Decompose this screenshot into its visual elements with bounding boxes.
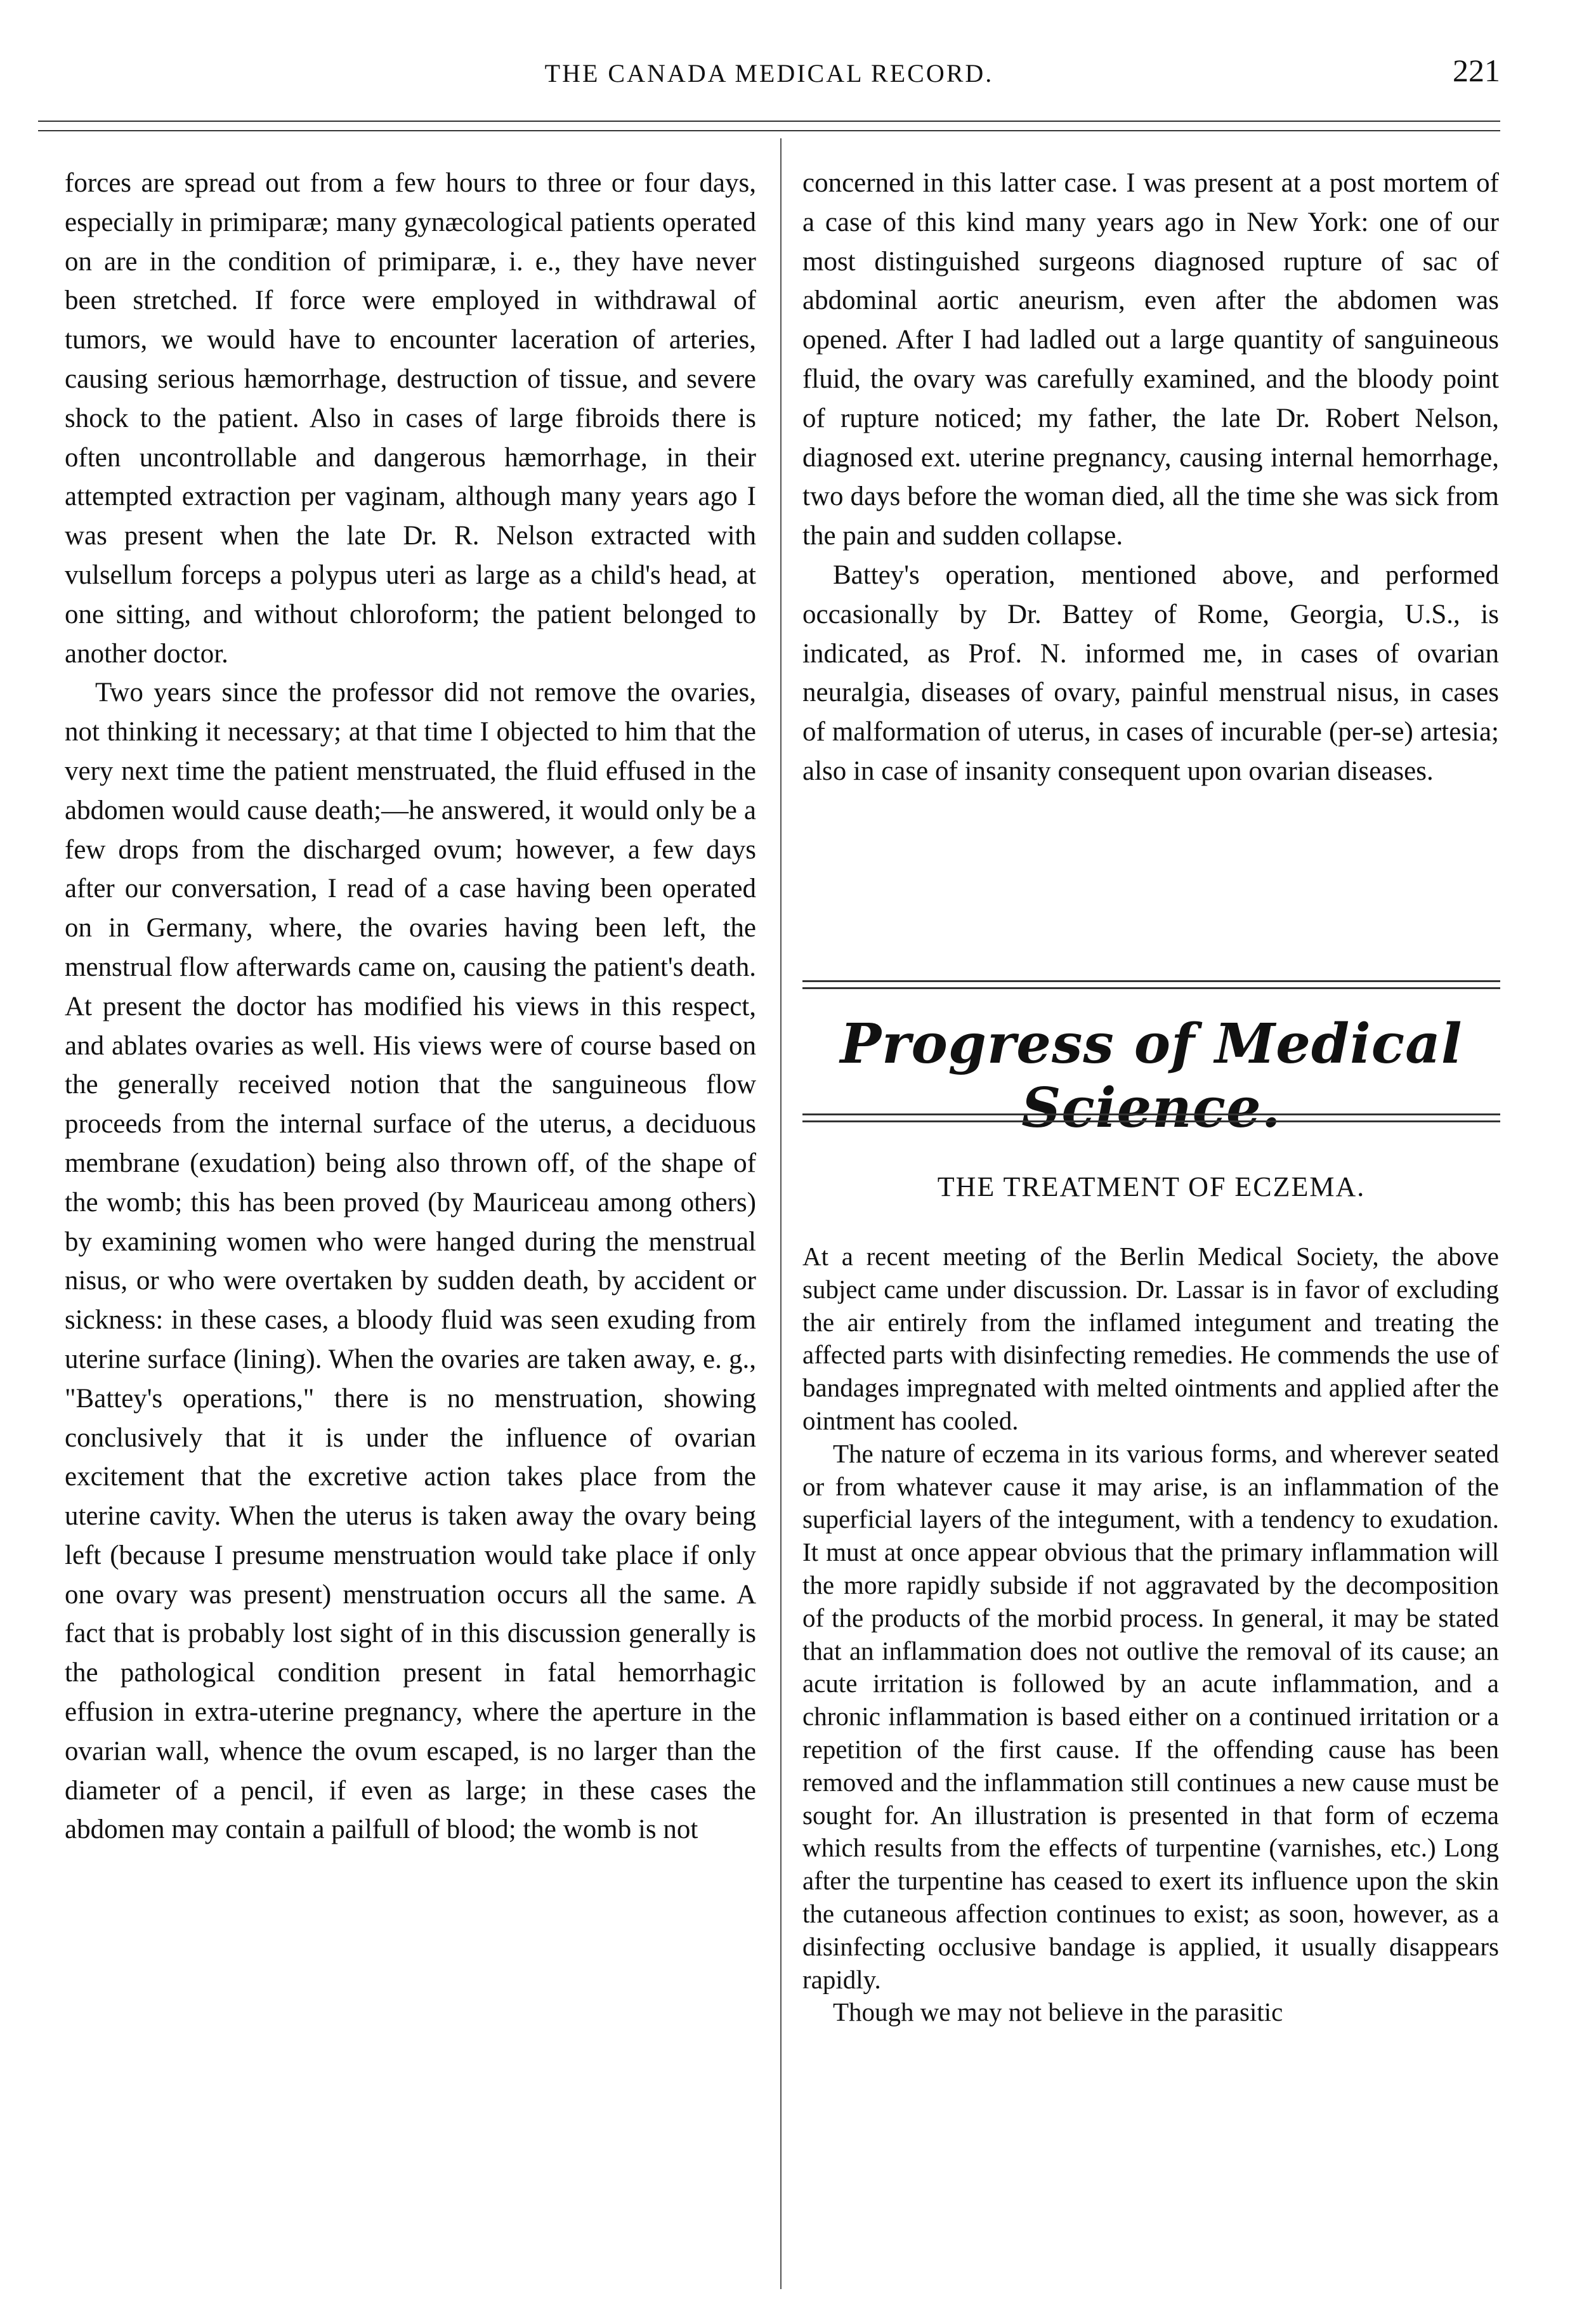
section-rules-top — [802, 980, 1500, 994]
paragraph: concerned in this latter case. I was present at a post mortem of a case of this kind many years ago in New York: one of our most distinguished surgeons diagnosed rupture of sac of abdominal aortic aneurism, even after the abdomen was opened. After I had ladled out a large quantity of sanguineous fluid, the ovary was carefully examined, and the bloody point of rupture noticed; my father, the late Dr. Robert Nelson, diagnosed ext. uterine pregnancy, causing internal hemorrhage, two days before the woman died, all the time she was sick from the pain and sudden collapse. — [802, 168, 1499, 551]
paragraph: The nature of eczema in its various forms, and wherever seated or from whatever cause it may arise, is an inflammation of the superficial layers of the integument, with a tendency to exudation. It must at once appear obvious that the primary inflammation will the more rapidly subside if not aggravated by the decomposition of the products of the morbid process. In general, it may be stated that an inflammation does not outlive the removal of its cause; an acute irritation is followed by an acute inflammation, and a chronic inflammation is based either on a continued irritation or a repetition of the first cause. If the offending cause has been removed and the inflammation still continues a new cause must be sought for. An illustration is presented in that form of eczema which results from the effects of turpentine (varnishes, etc.) Long after the turpentine has ceased to exert its influence upon the skin the cutaneous affection continues to exist; as soon, however, as a disinfecting occlusive bandage is applied, it usually disappears rapidly. — [802, 1438, 1499, 1994]
right-column-article — [802, 1240, 1499, 2029]
running-title: THE CANADA MEDICAL RECORD. — [544, 59, 994, 88]
paragraph: Two years since the professor did not remove the ovaries, not thinking it necessary; at that time I objected to him that the very next time the patient menstruated, the fluid effused in the abdomen would cause death;—he answered, it would only be a few drops from the discharged ovum; however, a few days after our conversation, I read of a case having been operated on in Germany, where, the ovaries having been left, the menstrual flow afterwards came on, causing the patient's death. At present the doctor has modified his views in this respect, and ablates ovaries as well. His views were of course based on the generally received notion that the sanguineous flow proceeds from the internal surface of the uterus, a deciduous membrane (exudation) being also thrown off, of the shape of the womb; this has been proved (by Mauriceau among others) by examining women who were hanged during the menstrual nisus, or who were overtaken by sudden death, by accident or sickness: in these cases, a bloody fluid was seen exuding from uterine surface (lining). When the ovaries are taken away, e. g., "Battey's operations," there is no menstruation, showing conclusively that it is under the influence of ovarian excitement that the excretive action takes place from the uterine cavity. When the uterus is taken away the ovary being left (because I presume menstruation would take place if only one ovary was present) menstruation occurs all the same. A fact that is probably lost sight of in this discussion generally is the pathological condition present in fatal hemorrhagic effusion in extra-uterine pregnancy, where the aperture in the ovarian wall, whence the ovum escaped, is no larger than the diameter of a pencil, if even as large; in these cases the abdomen may contain a pailfull of blood; the womb is not — [65, 678, 756, 1845]
paragraph: forces are spread out from a few hours to three or four days, especially in primiparæ; many gynæcological patients operated on are in the condition of primiparæ, i. e., they have never been stretched. If force were employed in withdrawal of tumors, we would have to encounter laceration of arteries, causing serious hæmorrhage, destruction of tissue, and severe shock to the patient. Also in cases of large fibroids there is often uncontrollable and dangerous hæmorrhage, in their attempted extraction per vaginam, although many years ago I was present when the late Dr. R. Nelson extracted with vulsellum forceps a polypus uteri as large as a child's head, at one sitting, and without chloroform; the patient belonged to another doctor. — [65, 168, 756, 669]
article-title: THE TREATMENT OF ECZEMA. — [937, 1171, 1366, 1202]
section-rules-bottom — [802, 1113, 1500, 1127]
page-header — [38, 52, 1500, 96]
paragraph: Though we may not believe in the parasitic — [833, 1997, 1283, 2027]
page-number: 221 — [1453, 53, 1500, 88]
header-rule-bottom — [38, 130, 1500, 131]
column-divider — [780, 138, 782, 2289]
left-column — [65, 164, 756, 1849]
header-rule-top — [38, 121, 1500, 122]
paragraph: At a recent meeting of the Berlin Medical Society, the above subject came under discussion. Dr. Lassar is in favor of excluding the air entirely from the inflamed integument and treating the affected parts with disinfecting remedies. He commends the use of bandages impregnated with melted ointments and applied after the ointment has cooled. — [802, 1242, 1499, 1435]
section-heading: Progress of Medical Science. — [840, 1012, 1463, 1140]
paragraph: Battey's operation, mentioned above, and performed occasionally by Dr. Battey of Rome, Georgia, U.S., is indicated, as Prof. N. informed me, in cases of ovarian neuralgia, diseases of ovary, painful menstrual nisus, in cases of malformation of uterus, in cases of incurable (per-se) artesia; also in case of insanity consequent upon ovarian diseases. — [802, 560, 1499, 786]
right-column-top — [802, 164, 1499, 791]
